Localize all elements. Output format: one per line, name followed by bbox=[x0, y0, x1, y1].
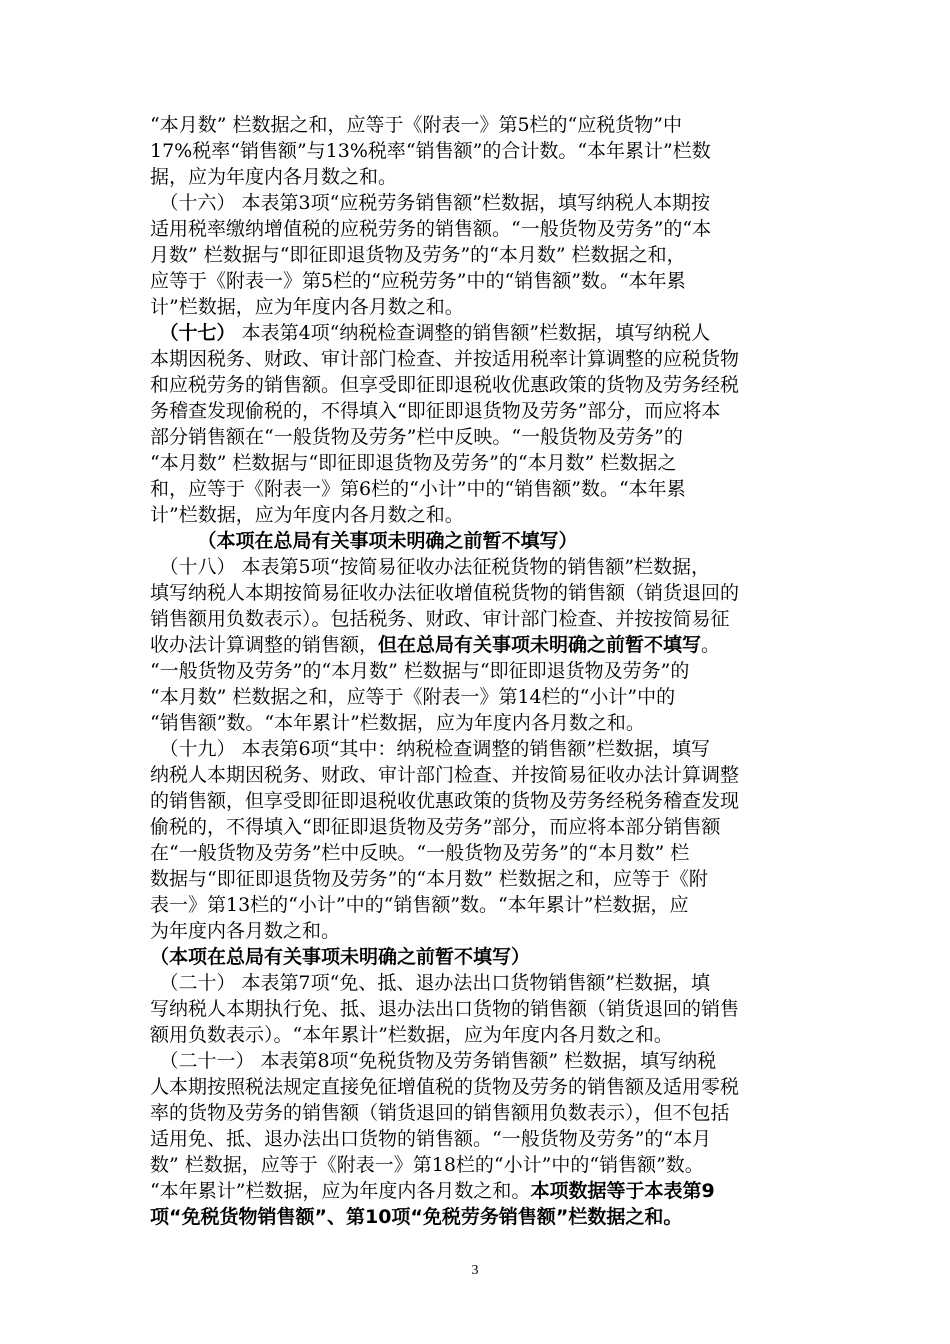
text-line bbox=[150, 632, 860, 658]
text-segment: 月数” 栏数据与“即征即退货物及劳务”的“本月数” 栏数据之和， bbox=[150, 244, 686, 266]
text-line bbox=[150, 580, 860, 606]
text-segment: 为年度内各月数之和。 bbox=[150, 920, 341, 942]
text-line bbox=[150, 1100, 860, 1126]
bold-text: 但在总局有关事项未明确之前暂不填写 bbox=[378, 634, 702, 656]
bold-text: 本项数据等于本表第9 bbox=[530, 1180, 715, 1202]
text-line bbox=[150, 710, 860, 736]
text-line bbox=[150, 684, 860, 710]
text-segment: 本表第4项“纳税检查调整的销售额”栏数据，填写纳税人 bbox=[235, 322, 711, 344]
text-line bbox=[150, 1048, 860, 1074]
text-line bbox=[150, 216, 860, 242]
text-segment: 务稽查发现偷税的，不得填入“即征即退货物及劳务”部分，而应将本 bbox=[150, 400, 721, 422]
text-segment: “本月数” 栏数据之和，应等于《附表一》第14栏的“小计”中的 bbox=[150, 686, 676, 708]
text-segment: 额用负数表示）。“本年累计”栏数据，应为年度内各月数之和。 bbox=[150, 1024, 673, 1046]
text-line bbox=[150, 476, 860, 502]
text-segment: （十六） 本表第3项“应税劳务销售额”栏数据，填写纳税人本期按 bbox=[150, 192, 711, 214]
text-segment: 的销售额，但享受即征即退税收优惠政策的货物及劳务经税务稽查发现 bbox=[150, 790, 740, 812]
text-segment: 人本期按照税法规定直接免征增值税的货物及劳务的销售额及适用零税 bbox=[150, 1076, 740, 1098]
text-segment: 适用税率缴纳增值税的应税劳务的销售额。“一般货物及劳务”的“本 bbox=[150, 218, 712, 240]
text-segment: （二十） 本表第7项“免、抵、退办法出口货物销售额”栏数据，填 bbox=[150, 972, 711, 994]
text-segment: 据，应为年度内各月数之和。 bbox=[150, 166, 398, 188]
text-line bbox=[150, 450, 860, 476]
text-line bbox=[150, 918, 860, 944]
text-line bbox=[150, 528, 860, 554]
text-segment: 率的货物及劳务的销售额（销货退回的销售额用负数表示），但不包括 bbox=[150, 1102, 730, 1124]
text-line bbox=[150, 1074, 860, 1100]
text-line bbox=[150, 372, 860, 398]
bold-text: （本项在总局有关事项未明确之前暂不填写） bbox=[207, 530, 578, 552]
text-line bbox=[150, 294, 860, 320]
text-line bbox=[150, 1204, 860, 1230]
text-segment: 部分销售额在“一般货物及劳务”栏中反映。“一般货物及劳务”的 bbox=[150, 426, 683, 448]
bold-text: （本项在总局有关事项未明确之前暂不填写） bbox=[150, 946, 531, 968]
text-segment: 纳税人本期因税务、财政、审计部门检查、并按简易征收办法计算调整 bbox=[150, 764, 740, 786]
text-line bbox=[150, 762, 860, 788]
text-line bbox=[150, 788, 860, 814]
page-number: 3 bbox=[471, 1263, 479, 1278]
text-segment: 偷税的，不得填入“即征即退货物及劳务”部分，而应将本部分销售额 bbox=[150, 816, 721, 838]
text-segment bbox=[150, 530, 207, 552]
text-line bbox=[150, 242, 860, 268]
text-line bbox=[150, 1126, 860, 1152]
text-segment: “销售额”数。“本年累计”栏数据，应为年度内各月数之和。 bbox=[150, 712, 645, 734]
document-body bbox=[150, 112, 860, 1230]
text-segment: 17%税率“销售额”与13%税率“销售额”的合计数。“本年累计”栏数 bbox=[150, 140, 711, 162]
text-segment: 数据与“即征即退货物及劳务”的“本月数” 栏数据之和，应等于《附 bbox=[150, 868, 708, 890]
text-segment: 计”栏数据，应为年度内各月数之和。 bbox=[150, 296, 464, 318]
text-segment: 数” 栏数据，应等于《附表一》第18栏的“小计”中的“销售额”数。 bbox=[150, 1154, 704, 1176]
text-line bbox=[150, 138, 860, 164]
text-line bbox=[150, 736, 860, 762]
text-line bbox=[150, 814, 860, 840]
text-segment: 写纳税人本期执行免、抵、退办法出口货物的销售额（销货退回的销售 bbox=[150, 998, 740, 1020]
text-segment: 和，应等于《附表一》第6栏的“小计”中的“销售额”数。“本年累 bbox=[150, 478, 686, 500]
text-line bbox=[150, 398, 860, 424]
text-line bbox=[150, 502, 860, 528]
text-line bbox=[150, 840, 860, 866]
text-segment: 表一》第13栏的“小计”中的“销售额”数。“本年累计”栏数据，应 bbox=[150, 894, 689, 916]
text-segment: （十九） 本表第6项“其中：纳税检查调整的销售额”栏数据，填写 bbox=[150, 738, 711, 760]
text-line bbox=[150, 1152, 860, 1178]
text-line bbox=[150, 424, 860, 450]
text-line bbox=[150, 1022, 860, 1048]
text-line bbox=[150, 866, 860, 892]
text-segment: “本月数” 栏数据之和，应等于《附表一》第5栏的“应税货物”中 bbox=[150, 114, 682, 136]
text-segment: 和应税劳务的销售额。但享受即征即退税收优惠政策的货物及劳务经税 bbox=[150, 374, 740, 396]
text-segment: 在“一般货物及劳务”栏中反映。“一般货物及劳务”的“本月数” 栏 bbox=[150, 842, 690, 864]
text-segment: （二十一） 本表第8项“免税货物及劳务销售额” 栏数据，填写纳税 bbox=[150, 1050, 717, 1072]
text-line bbox=[150, 970, 860, 996]
text-line bbox=[150, 1178, 860, 1204]
text-segment: 。 bbox=[701, 634, 721, 656]
text-segment: 收办法计算调整的销售额， bbox=[150, 634, 379, 656]
text-segment: 销售额用负数表示）。包括税务、财政、审计部门检查、并按按简易征 bbox=[150, 608, 730, 630]
text-line bbox=[150, 164, 860, 190]
text-segment: 应等于《附表一》第5栏的“应税劳务”中的“销售额”数。“本年累 bbox=[150, 270, 686, 292]
text-line bbox=[150, 658, 860, 684]
text-line bbox=[150, 554, 860, 580]
text-segment: “一般货物及劳务”的“本月数” 栏数据与“即征即退货物及劳务”的 bbox=[150, 660, 690, 682]
text-line bbox=[150, 606, 860, 632]
text-segment: “本月数” 栏数据与“即征即退货物及劳务”的“本月数” 栏数据之 bbox=[150, 452, 677, 474]
text-segment bbox=[150, 322, 169, 344]
text-segment: “本年累计”栏数据，应为年度内各月数之和。 bbox=[150, 1180, 531, 1202]
text-segment: 本期因税务、财政、审计部门检查、并按适用税率计算调整的应税货物 bbox=[150, 348, 740, 370]
text-line bbox=[150, 346, 860, 372]
text-line bbox=[150, 996, 860, 1022]
text-segment: 计”栏数据，应为年度内各月数之和。 bbox=[150, 504, 464, 526]
text-segment: 填写纳税人本期按简易征收办法征收增值税货物的销售额（销货退回的 bbox=[150, 582, 740, 604]
text-segment: （十八） 本表第5项“按简易征收办法征税货物的销售额”栏数据， bbox=[150, 556, 711, 578]
text-line bbox=[150, 892, 860, 918]
text-line bbox=[150, 112, 860, 138]
text-line bbox=[150, 320, 860, 346]
text-line bbox=[150, 268, 860, 294]
text-line bbox=[150, 190, 860, 216]
text-line bbox=[150, 944, 860, 970]
bold-text: 项“免税货物销售额”、第10项“免税劳务销售额”栏数据之和。 bbox=[150, 1206, 683, 1228]
bold-text: （十七） bbox=[169, 322, 236, 344]
text-segment: 适用免、抵、退办法出口货物的销售额。“一般货物及劳务”的“本月 bbox=[150, 1128, 712, 1150]
